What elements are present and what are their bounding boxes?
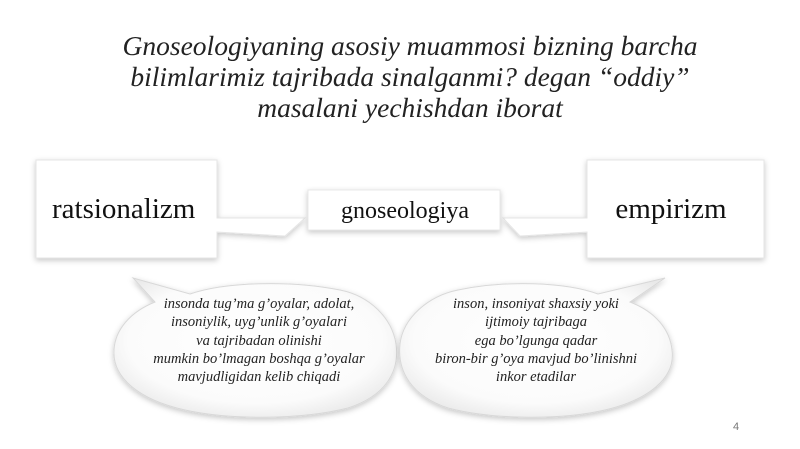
oval-text-line: biron-bir g’oya mavjud bo’linishni <box>434 350 638 367</box>
oval-text-line: mavjudligidan kelib chiqadi <box>177 369 341 386</box>
gnoseologiya-label: gnoseologiya <box>341 198 469 224</box>
title-line: bilimlarimiz tajribada sinalganmi? degan “oddiy” <box>130 61 690 92</box>
oval-text-line: mumkin bo’lmagan boshqa g’oyalar <box>153 350 365 367</box>
oval-text-line: inkor etadilar <box>495 369 577 386</box>
oval-text-line: ega bo’lgunga qadar <box>474 332 598 349</box>
left-oval-text <box>120 295 398 386</box>
page-number: 4 <box>732 421 740 433</box>
title-line: masalani yechishdan iborat <box>257 92 563 123</box>
oval-text-line: va tajribadan olinishi <box>196 332 322 349</box>
oval-text-line: inson, insoniyat shaxsiy yoki <box>453 296 619 312</box>
oval-text-line: ijtimoiy tajribaga <box>485 314 587 331</box>
ratsionalizm-label: ratsionalizm <box>52 193 196 225</box>
empirizm-label: empirizm <box>615 193 727 225</box>
oval-text-line: insonda tug’ma g’oyalar, adolat, <box>163 296 355 312</box>
oval-text-line: insoniylik, uyg’unlik g’oyalari <box>171 314 347 331</box>
right-oval-text <box>402 295 670 386</box>
title-line: Gnoseologiyaning asosiy muammosi bizning barcha <box>122 30 698 61</box>
